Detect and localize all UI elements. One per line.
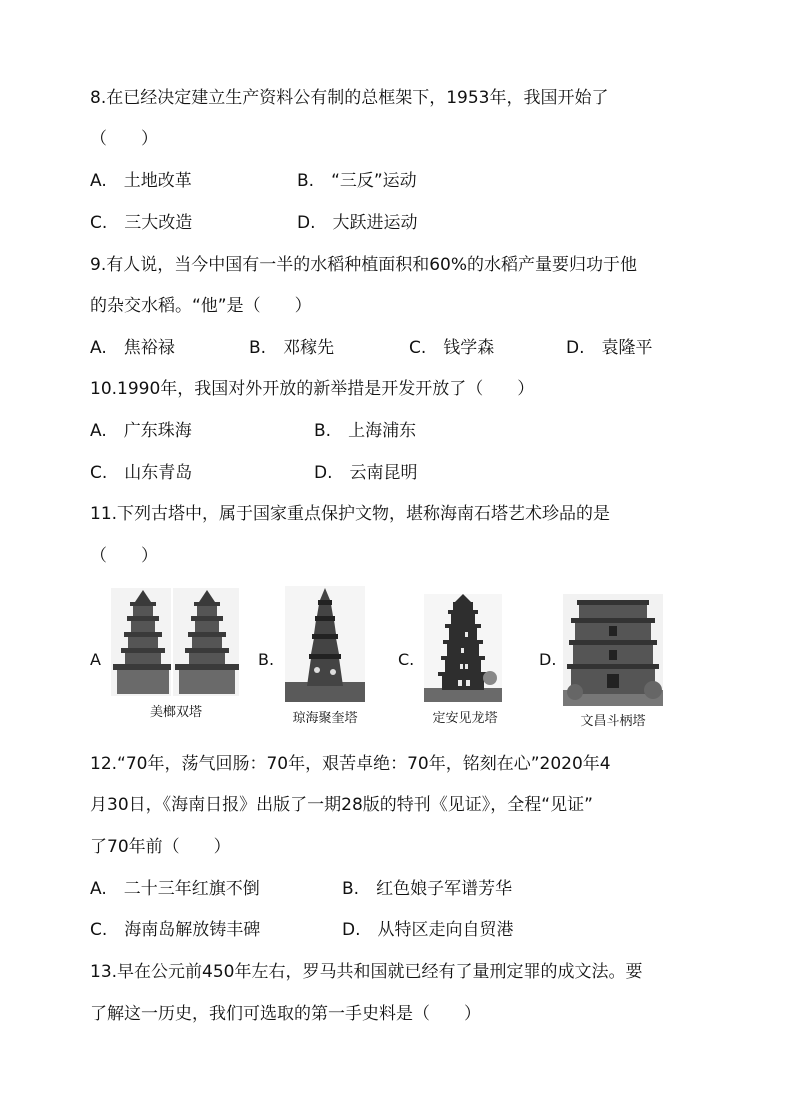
q12-option-a: A. 二十三年红旗不倒 (90, 879, 260, 899)
q11-picture-b-pagoda (285, 586, 365, 702)
q11-picture-a-twin-pagodas (111, 588, 239, 696)
q12-stem-line2: 月30日，《海南日报》出版了一期28版的特刊《见证》，全程“见证” (90, 795, 593, 815)
q10-stem: 10.1990年，我国对外开放的新举措是开发开放了（ ） (90, 379, 535, 399)
q8-stem: 8.在已经决定建立生产资料公有制的总框架下，1953年，我国开始了 (90, 88, 609, 108)
q10-option-b: B. 上海浦东 (314, 421, 417, 441)
q8-option-c: C. 三大改造 (90, 213, 193, 233)
q9-stem-line2: 的杂交水稻。“他”是（ ） (90, 296, 312, 316)
q11-picture-a-letter: A (90, 650, 101, 669)
q12-option-c: C. 海南岛解放铸丰碑 (90, 920, 261, 940)
q11-picture-d-stone-tower (563, 594, 663, 706)
q12-option-b: B. 红色娘子军谱芳华 (342, 879, 513, 899)
q9-option-d: D. 袁隆平 (566, 338, 653, 358)
q11-picture-a-caption: 美榔双塔 (149, 705, 202, 720)
q11-picture-c-pagoda (424, 594, 502, 702)
q11-picture-d-caption: 文昌斗柄塔 (580, 714, 646, 729)
q11-picture-b-caption: 琼海聚奎塔 (292, 711, 358, 726)
q12-stem-line1: 12.“70年，荡气回肠：70年，艰苦卓绝：70年，铭刻在心”2020年4 (90, 754, 611, 774)
q10-option-c: C. 山东青岛 (90, 463, 193, 483)
q10-option-d: D. 云南昆明 (314, 463, 418, 483)
q9-option-a: A. 焦裕禄 (90, 338, 175, 358)
q8-option-a: A. 土地改革 (90, 171, 192, 191)
q9-option-b: B. 邓稼先 (249, 338, 335, 358)
q8-blank: （ ） (90, 129, 158, 149)
q11-picture-c-letter: C. (398, 650, 415, 669)
q9-stem-line1: 9.有人说，当今中国有一半的水稻种植面积和60%的水稻产量要归功于他 (90, 255, 638, 275)
q12-option-d: D. 从特区走向自贸港 (342, 920, 514, 940)
q12-stem-line3: 了70年前（ ） (90, 837, 231, 857)
q10-option-a: A. 广东珠海 (90, 421, 192, 441)
q11-picture-d-letter: D. (539, 650, 557, 669)
q11-blank: （ ） (90, 546, 158, 566)
q9-option-c: C. 钱学森 (409, 338, 495, 358)
q11-stem: 11.下列古塔中，属于国家重点保护文物，堪称海南石塔艺术珍品的是 (90, 504, 611, 524)
q8-option-d: D. 大跃进运动 (297, 213, 418, 233)
q11-picture-b-letter: B. (258, 650, 275, 669)
q13-stem-line1: 13.早在公元前450年左右，罗马共和国就已经有了量刑定罪的成文法。要 (90, 962, 643, 982)
q13-stem-line2: 了解这一历史，我们可选取的第一手史料是（ ） (90, 1004, 481, 1024)
q11-picture-c-caption: 定安见龙塔 (432, 711, 498, 726)
q8-option-b: B. “三反”运动 (297, 171, 417, 191)
